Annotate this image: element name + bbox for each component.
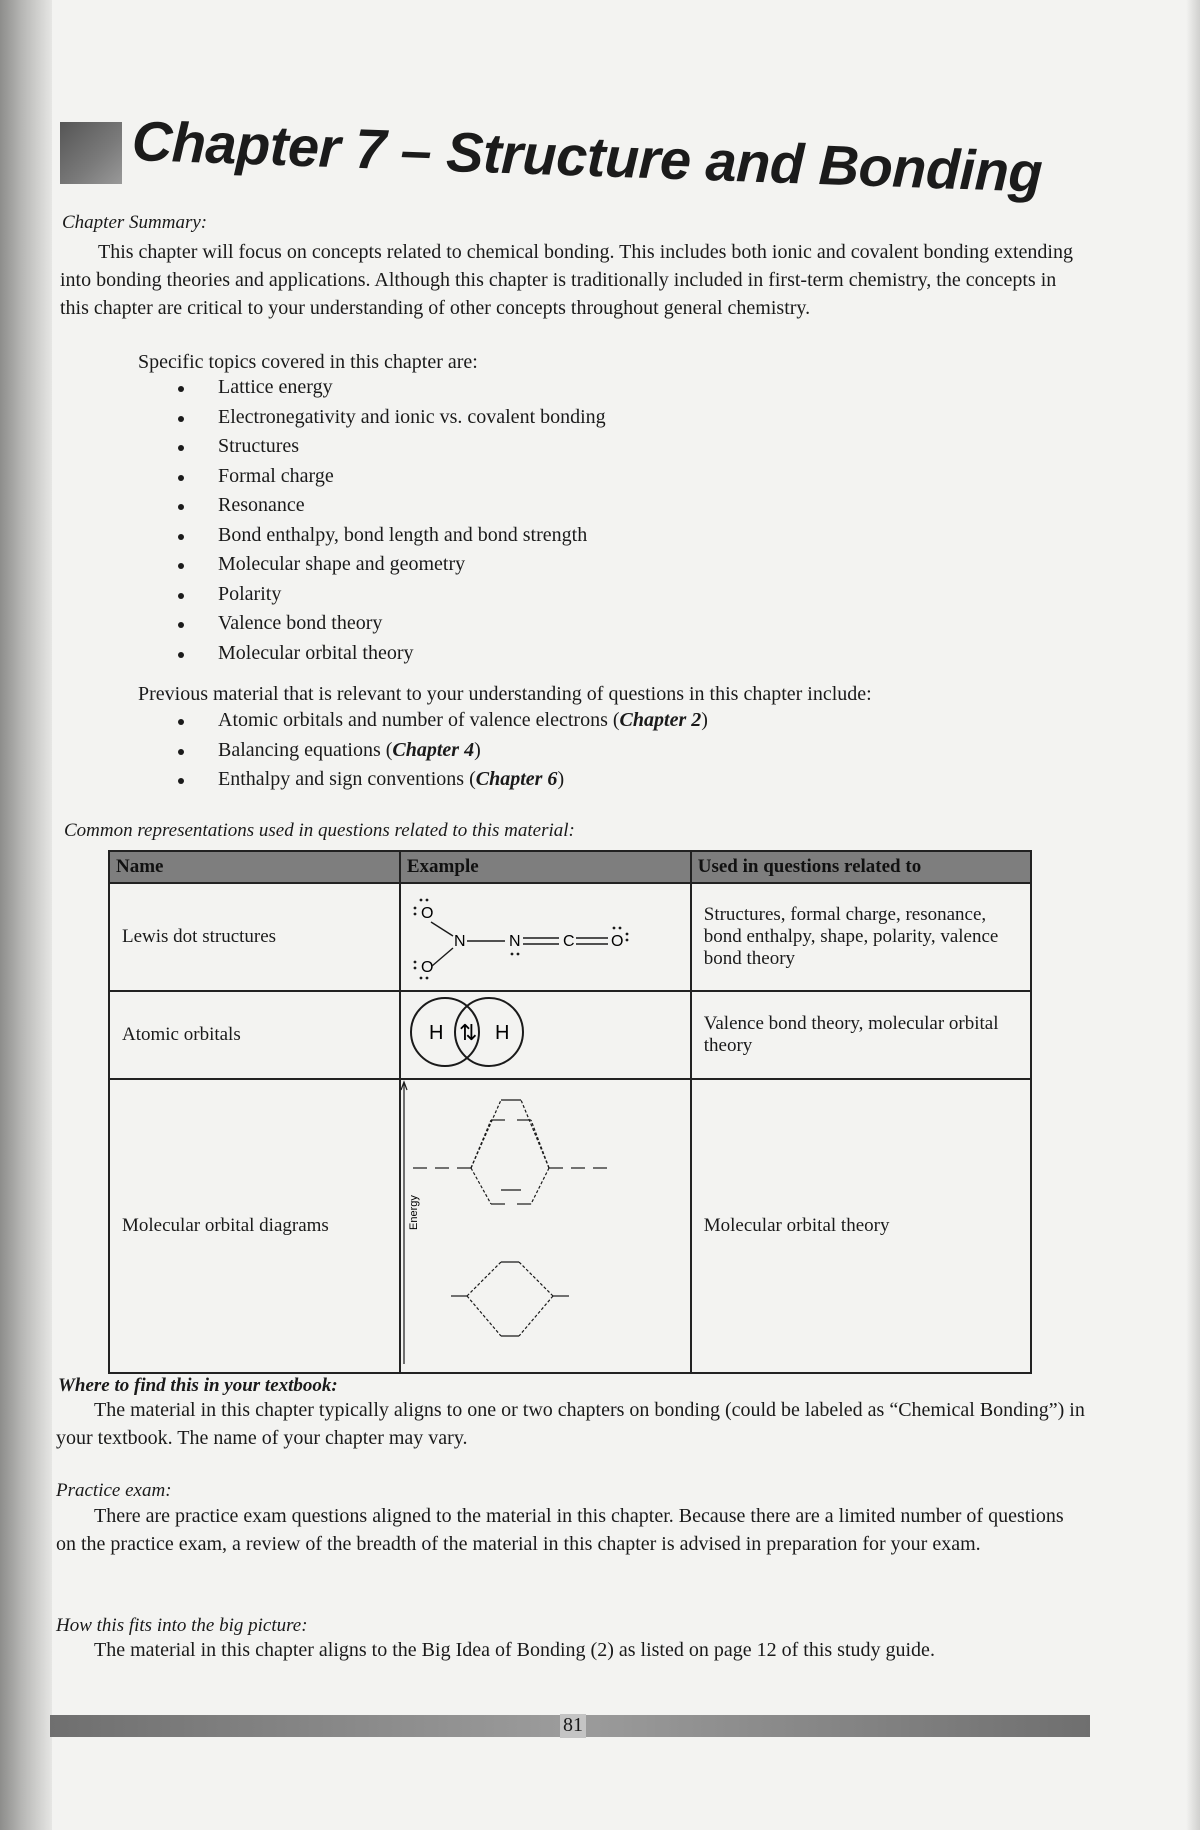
atom-label: O: [420, 959, 434, 976]
practice-paragraph: There are practice exam questions aligned to the material in this chapter. Because there are a limited number of questions on the practice exam, a review of the breadth of the material in this chapter is advised in preparation for your exam.: [56, 1505, 1064, 1555]
summary-paragraph: This chapter will focus on concepts related to chemical bonding. This includes both ionic and covalent bonding extending into bonding theories and applications. Although this chapter is traditionally included in first-term chemistry, the concepts in this chapter are critical to your understanding of other concepts throughout general chemistry.: [60, 241, 1073, 319]
molecular-orbital-diagram: [401, 1080, 679, 1366]
atom-label: H: [428, 1022, 444, 1044]
row-name: Atomic orbitals: [109, 991, 400, 1079]
textbook-label: Where to find this in your textbook:: [58, 1375, 338, 1396]
energy-axis-label: Energy: [407, 1195, 420, 1230]
big-picture-paragraph: The material in this chapter aligns to the Big Idea of Bonding (2) as listed on page 12 of this study guide.: [94, 1639, 935, 1661]
list-item: Electronegativity and ionic vs. covalent bonding: [178, 403, 606, 433]
chapter-header: [60, 108, 1100, 208]
row-used: Molecular orbital theory: [691, 1079, 1031, 1373]
topics-list: [178, 373, 606, 668]
chapter-marker-block: [60, 122, 122, 184]
atom-label: H: [494, 1022, 510, 1044]
textbook-paragraph: The material in this chapter typically aligns to one or two chapters on bonding (could be labeled as “Chemical Bonding”) in your textbook. The name of your chapter may vary.: [56, 1399, 1085, 1449]
page-edge-shadow: [1186, 0, 1200, 1830]
previous-text: Balancing equations: [218, 738, 381, 761]
list-item: Molecular orbital theory: [178, 639, 606, 669]
practice-label: Practice exam:: [56, 1480, 172, 1501]
header-used-in: Used in questions related to: [691, 851, 1031, 883]
chapter-ref: Chapter 4: [392, 738, 475, 761]
big-picture-label: How this fits into the big picture:: [56, 1615, 308, 1636]
chapter-ref: Chapter 2: [619, 709, 702, 731]
atom-label: O: [610, 933, 624, 950]
table-header-row: [109, 851, 1031, 883]
topics-intro: Specific topics covered in this chapter are:: [138, 351, 478, 373]
row-name: Lewis dot structures: [109, 883, 400, 991]
mo-lines: [401, 1082, 607, 1364]
page-number: 81: [560, 1714, 586, 1738]
lewis-structure-diagram: [401, 884, 679, 984]
list-item: Molecular shape and geometry: [178, 550, 606, 580]
list-item: Bond enthalpy, bond length and bond strength: [178, 521, 606, 551]
previous-text: Enthalpy and sign conventions: [218, 768, 465, 790]
row-used: Valence bond theory, molecular orbital theory: [691, 991, 1031, 1079]
previous-intro: Previous material that is relevant to your understanding of questions in this chapter include:: [138, 683, 872, 705]
table-row: [109, 991, 1031, 1079]
lewis-structure-example: [400, 883, 691, 991]
header-example: Example: [400, 851, 691, 883]
representations-table: [108, 850, 1032, 1374]
list-item: Enthalpy and sign conventions (Chapter 6): [178, 765, 708, 795]
list-item: Formal charge: [178, 462, 606, 492]
list-item: Lattice energy: [178, 373, 606, 403]
spin-arrows-icon: ⇅: [458, 1020, 478, 1045]
list-item: Balancing equations (Chapter 4): [178, 736, 708, 766]
previous-list: [178, 706, 708, 795]
summary-label: Chapter Summary:: [62, 212, 208, 233]
atom-label: O: [420, 905, 434, 922]
atom-label: C: [562, 933, 575, 950]
row-used: Structures, formal charge, resonance, bond enthalpy, shape, polarity, valence bond theory: [691, 883, 1031, 991]
header-name: Name: [109, 851, 400, 883]
table-row: [109, 1079, 1031, 1373]
chapter-ref: Chapter 6: [475, 768, 558, 790]
book-spine-shadow: [0, 0, 52, 1830]
atom-label: N: [508, 933, 521, 950]
list-item: Structures: [178, 432, 606, 462]
list-item: Polarity: [178, 580, 606, 610]
representations-label: Common representations used in questions related to this material:: [64, 820, 575, 841]
list-item: Valence bond theory: [178, 609, 606, 639]
row-name: Molecular orbital diagrams: [109, 1079, 400, 1373]
atomic-orbitals-example: [400, 991, 691, 1079]
previous-text: Atomic orbitals and number of valence electrons: [218, 709, 608, 731]
atom-label: N: [453, 933, 466, 950]
lone-pair-dots: [413, 899, 628, 980]
atomic-orbital-overlap-diagram: [401, 992, 679, 1072]
list-item: Resonance: [178, 491, 606, 521]
table-row: [109, 883, 1031, 991]
chapter-title: Chapter 7 – Structure and Bonding: [130, 109, 1044, 204]
list-item: Atomic orbitals and number of valence electrons (Chapter 2): [178, 706, 708, 736]
mo-diagram-example: [400, 1079, 691, 1373]
